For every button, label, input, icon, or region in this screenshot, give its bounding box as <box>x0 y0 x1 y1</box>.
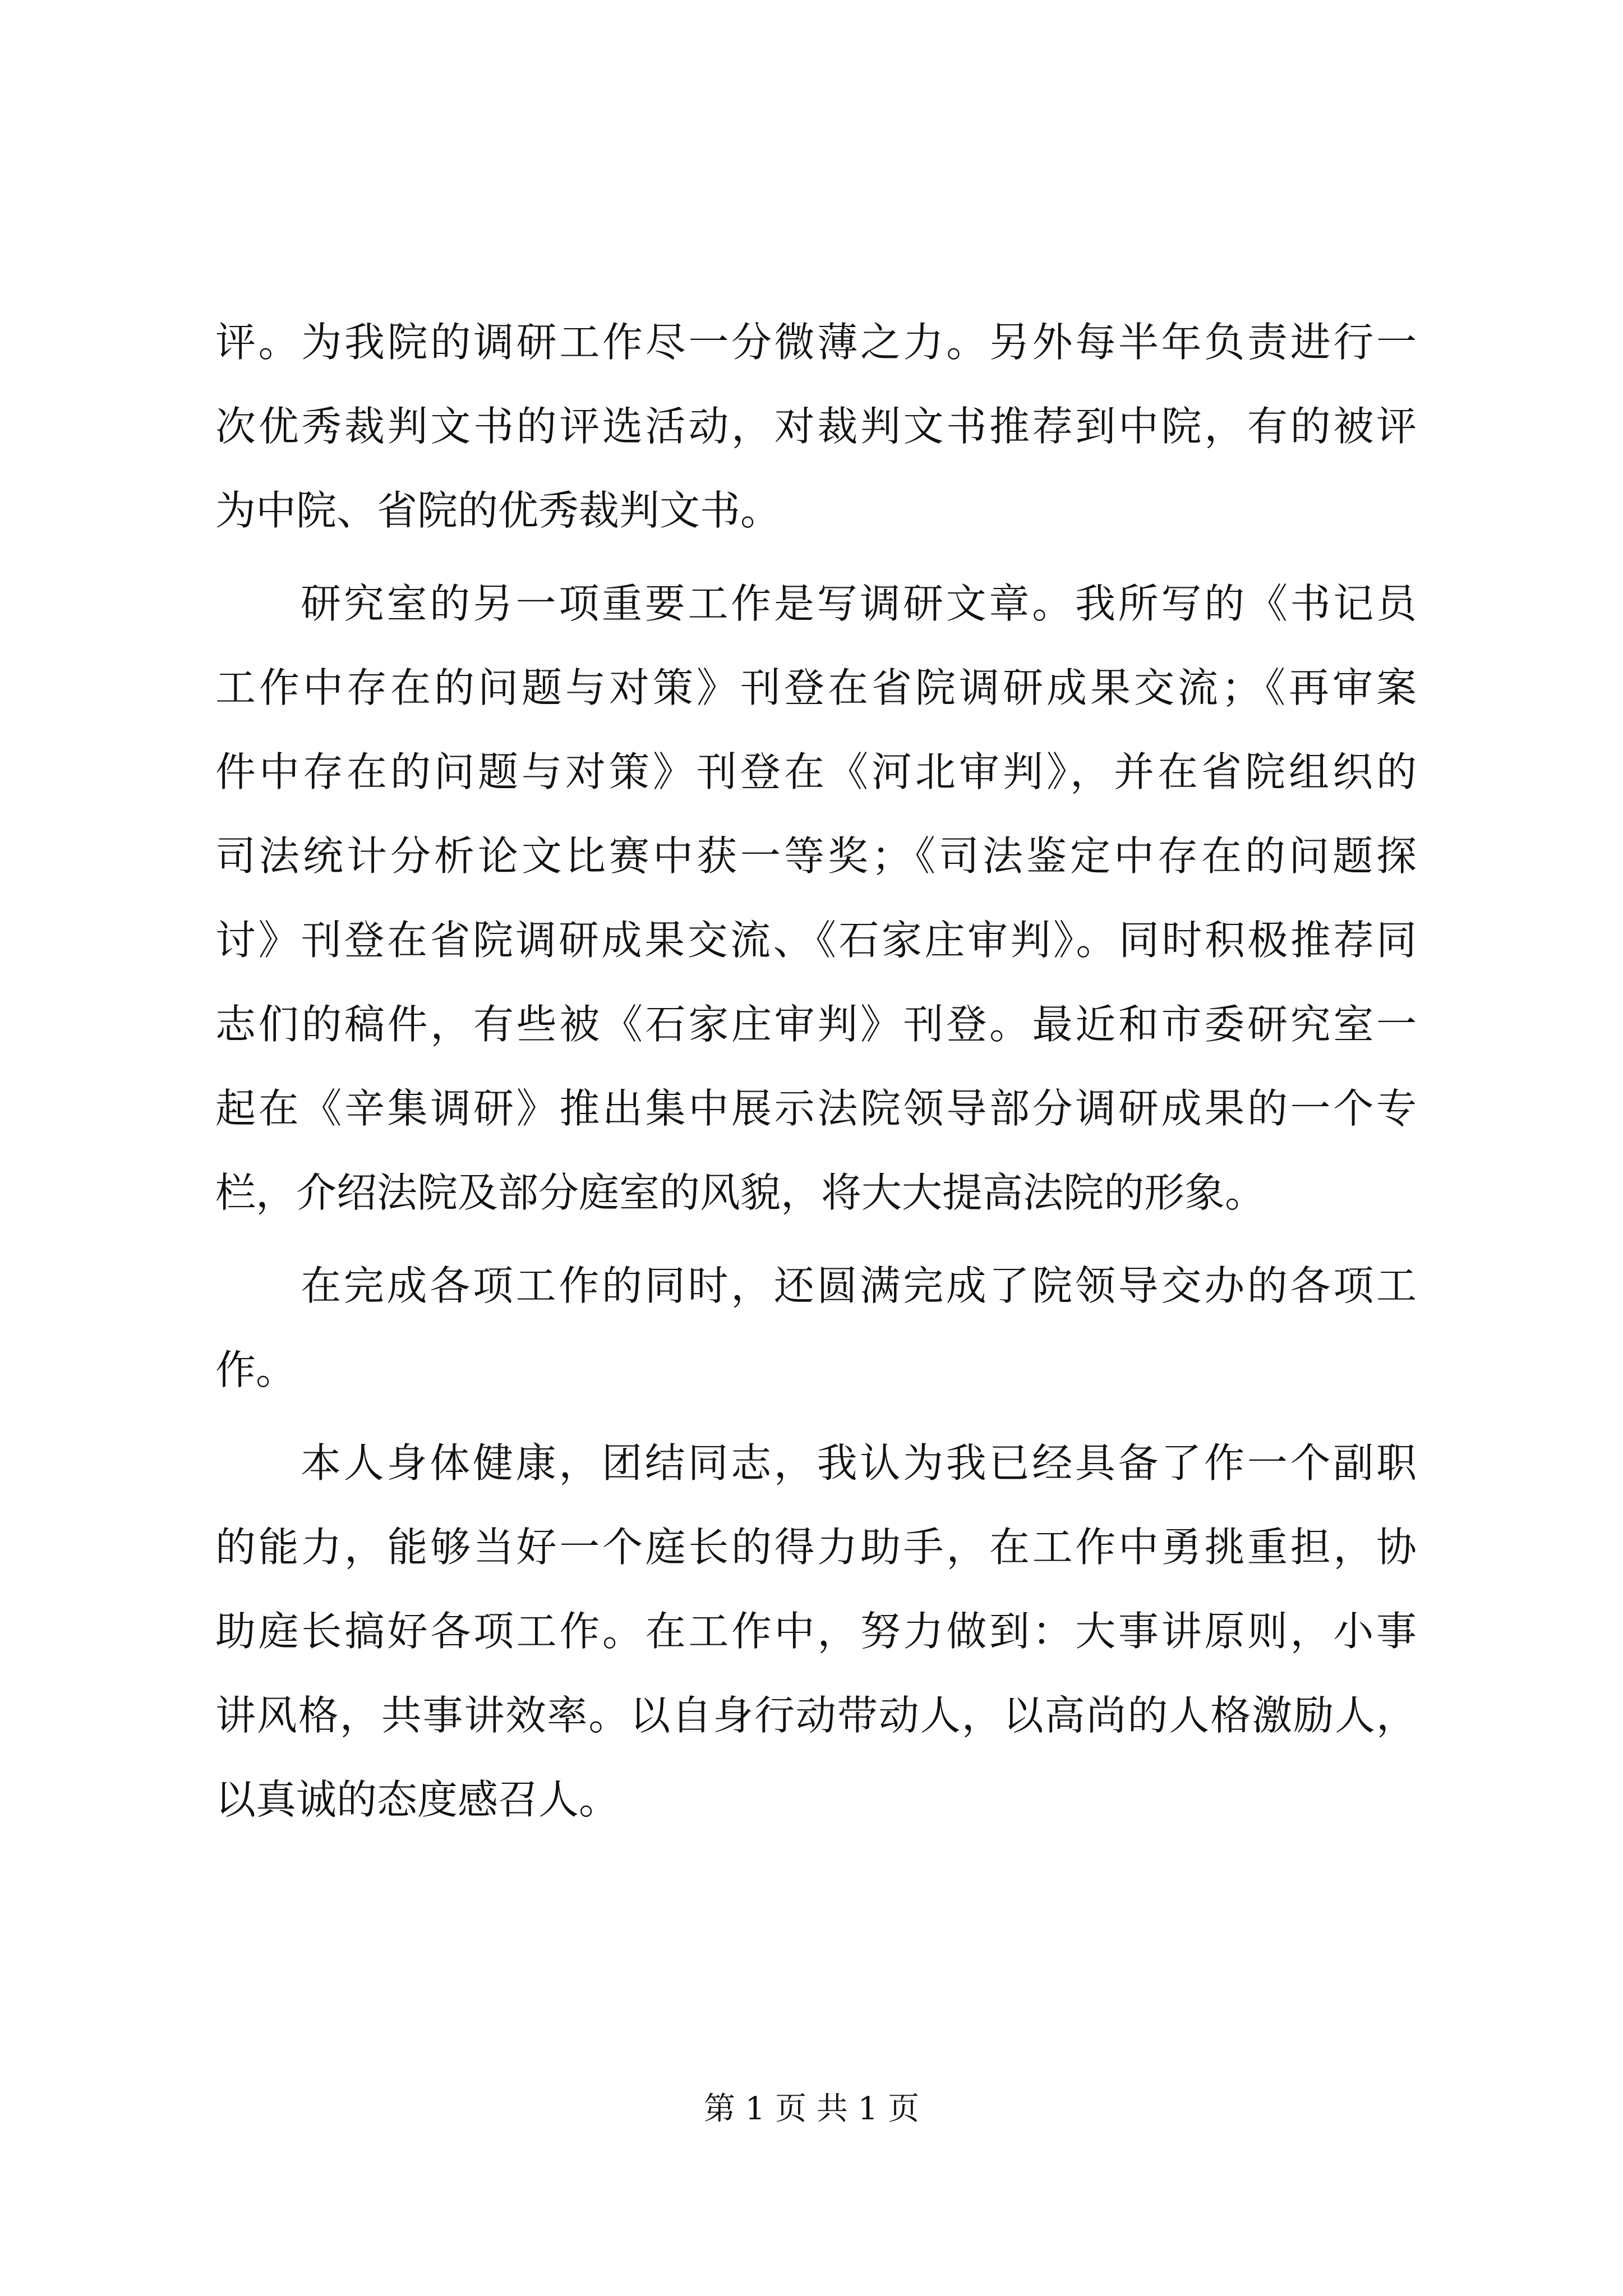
text-line: 件中存在的问题与对策》刊登在《河北审判》，并在省院组织的 <box>215 748 1417 795</box>
paragraph <box>215 300 1417 553</box>
text-line: 志们的稿件，有些被《石家庄审判》刊登。最近和市委研究室一 <box>215 1001 1417 1048</box>
text-line: 起在《辛集调研》推出集中展示法院领导部分调研成果的一个专 <box>215 1085 1417 1132</box>
page-number-footer: 第 1 页 共 1 页 <box>703 2091 920 2127</box>
paragraph <box>215 562 1417 1235</box>
text-line: 讲风格，共事讲效率。以自身行动带动人，以高尚的人格激励人， <box>215 1692 1417 1739</box>
text-line: 为中院、省院的优秀裁判文书。 <box>215 487 781 534</box>
text-line: 评。为我院的调研工作尽一分微薄之力。另外每半年负责进行一 <box>215 319 1417 366</box>
text-line: 栏，介绍法院及部分庭室的风貌，将大大提高法院的形象。 <box>215 1169 1266 1216</box>
text-line: 的能力，能够当好一个庭长的得力助手，在工作中勇挑重担，协 <box>215 1524 1417 1571</box>
document-body <box>215 300 1417 1842</box>
text-line: 司法统计分析论文比赛中获一等奖；《司法鉴定中存在的问题探 <box>215 832 1417 880</box>
text-line: 本人身体健康，团结同志，我认为我已经具备了作一个副职 <box>301 1439 1417 1487</box>
text-line: 以真诚的态度感召人。 <box>215 1776 620 1823</box>
text-line: 研究室的另一项重要工作是写调研文章。我所写的《书记员 <box>301 580 1417 627</box>
text-line: 在完成各项工作的同时，还圆满完成了院领导交办的各项工 <box>301 1262 1417 1309</box>
text-line: 助庭长搞好各项工作。在工作中，努力做到：大事讲原则，小事 <box>215 1608 1417 1655</box>
text-line: 作。 <box>215 1346 297 1393</box>
text-line: 工作中存在的问题与对策》刊登在省院调研成果交流；《再审案 <box>215 664 1417 711</box>
paragraph <box>215 1421 1417 1842</box>
text-line: 讨》刊登在省院调研成果交流、《石家庄审判》。同时积极推荐同 <box>215 917 1417 964</box>
paragraph <box>215 1244 1417 1412</box>
text-line: 次优秀裁判文书的评选活动，对裁判文书推荐到中院，有的被评 <box>215 403 1417 450</box>
